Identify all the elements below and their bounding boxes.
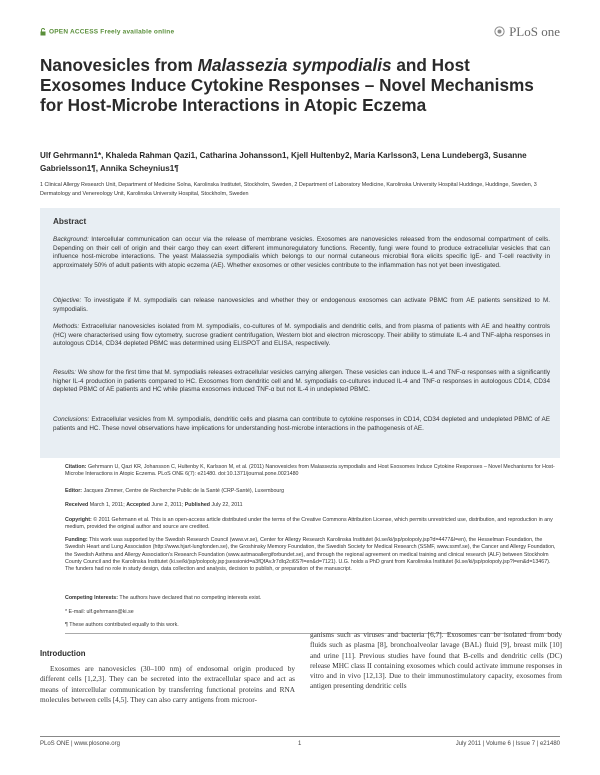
funding: Funding: This work was supported by the Swedish Research Council (www.vr.se), Center for Allergy Research Karolinska Institutet (ki.se/ki/jsp/polopoly.jsp?d=4477&l=en), the Hesselman Foundation, the Swedish Heart and Lung Association (http://www.hjart-lungfonden.se), the Groshinsky Memory Foundation, the Swedish Society for Medical Research (SSMF, www.ssmf.se), the Cancer and Allergy Foundation, the Swedish Asthma and Allergy Association's Research Foundation (www.astmaoallergiforbundet.se), and through the regional agreement on medical training and clinical research (ALF) between Stockholm County Council and the Karolinska Institutet (ki.se/ki/jsp/polopoly.jsp;jsessionid=a3fQfAvJr7dIq2ci6S?l=en&d=7121). U.G. holds a PhD grant from Karolinska Institutet (ki.se/ki/jsp/polopoly.jsp?l=en&d=13467). The funders had no role in study design, data collection and analysis, decision to publish, or preparation of the manuscript.: [65, 537, 556, 573]
body-column-right: ganisms such as viruses and bacteria [6,7]. Exosomes can be isolated from body fluids such as plasma [8], bronchoalveolar lavage (BAL) fluid [9], breast milk [10] and urine [11]. Previous studies have found that B-cells and dendritic cells (DC) release MHC class II containing exosomes which could activate immune responses in vitro and in vivo [12,13]. Due to their immunostimulatory capacity, exosomes from antigen presenting dendritic cells: [310, 630, 562, 691]
abstract-conclusions: Conclusions: Extracellular vesicles from M. sympodialis, dendritic cells and plasma can contribute to cytokine responses in CD14, CD34 depleted and undepleted PBMC of AE patients and HC. These novel observations have implications for understanding host-microbe interactions in the pathogenesis of AE.: [53, 416, 550, 432]
equal-contribution: ¶ These authors contributed equally to this work.: [65, 622, 179, 628]
open-access-label: OPEN ACCESS Freely available online: [40, 28, 174, 36]
copyright: Copyright: © 2011 Gehrmann et al. This is an open-access article distributed under the terms of the Creative Commons Attribution License, which permits unrestricted use, distribution, and reproduction in any medium, provided the original author and source are credited.: [65, 517, 553, 531]
body-column-left: Exosomes are nanovesicles (30–100 nm) of endosomal origin produced by different cells [1,2,3]. They can be secreted into the extracellular space and act as means of intercellular communication by transferring functional proteins and RNA molecules between cells [4,5]. They can also carry antigens from microor-: [40, 664, 295, 704]
abstract-background: Background: Intercellular communication can occur via the release of membrane vesicles. Exosomes are nanovesicles released from the endosomal compartment of cells. Depending on their cell of origin and their cargo they can exert different immunoregulatory functions. Recently, fungi were found to produce extracellular vesicles that can influence host-microbe interactions. The yeast Malassezia sympodialis which belongs to our normal cutaneous microbial flora elicits specific IgE- and T-cell reactivity in approximately 50% of adult patients with atopic eczema (AE). Whether exosomes or other vesicles contribute to the inflammation has not yet been investigated.: [53, 236, 550, 270]
footer-journal: PLoS ONE | www.plosone.org: [40, 741, 120, 747]
page-header: [40, 24, 560, 42]
abstract-methods: Methods: Extracellular nanovesicles isolated from M. sympodialis, co-cultures of M. sympodialis and dendritic cells, and from plasma of patients with AE and healthy controls (HC) were characterised using flow cytometry, sucrose gradient centrifugation, Western blot and electron microscopy. Their ability to stimulate IL-4 and TNF-alpha responses in autologous CD14, CD34 depleted PBMC was determined using ELISPOT and ELISA, respectively.: [53, 323, 550, 348]
page-footer: [40, 736, 560, 749]
abstract-heading: Abstract: [53, 217, 87, 226]
citation: Citation: Gehrmann U, Qazi KR, Johansson C, Hultenby K, Karlsson M, et al. (2011) Nanovesicles from Malassezia sympodialis and Host Exosomes Induce Cytokine Responses – Novel Mechanisms for Host-Microbe Interactions in Atopic Eczema. PLoS ONE 6(7): e21480. doi:10.1371/journal.pone.0021480: [65, 464, 555, 478]
footer-issue: July 2011 | Volume 6 | Issue 7 | e21480: [455, 741, 560, 747]
competing-interests: Competing Interests: The authors have declared that no competing interests exist.: [65, 595, 262, 601]
dates: Received March 1, 2011; Accepted June 2, 2011; Published July 22, 2011: [65, 502, 243, 508]
abstract-results: Results: We show for the first time that M. sympodialis releases extracellular vesicles carrying allergen. These vesicles can induce IL-4 and TNF-α responses with a significantly higher IL-4 production in patients compared to HC. Exosomes from dendritic cell and M. sympodialis co-cultures induced IL-4 and TNF-α responses in autologous CD14, CD34 depleted PBMC of AE patients and HC while plasma exosomes induced TNF-α but not IL-4 in undepleted PBMC.: [53, 369, 550, 394]
introduction-heading: Introduction: [40, 649, 86, 658]
editor: Editor: Jacques Zimmer, Centre de Recherche Public de la Santé (CRP-Santé), Luxembourg: [65, 488, 285, 494]
author-list: Ulf Gehrmann1*, Khaleda Rahman Qazi1, Catharina Johansson1, Kjell Hultenby2, Maria Karlsson3, Lena Lundeberg3, Susanne Gabrielsson1¶, Annika Scheynius1¶: [40, 151, 527, 173]
plos-logo-icon: [494, 26, 505, 37]
journal-logo: PLoS one: [494, 24, 560, 40]
affiliations: 1 Clinical Allergy Research Unit, Department of Medicine Solna, Karolinska Institutet, Stockholm, Sweden, 2 Department of Laboratory Medicine, Karolinska University Hospital Huddinge, Huddinge, Sweden, 3 Dermatology and Venereology Unit, Karolinska University Hospital, Stockholm, Sweden: [40, 182, 537, 197]
footer-page-number: 1: [298, 741, 302, 747]
article-title: Nanovesicles from Malassezia sympodialis and Host Exosomes Induce Cytokine Responses – Novel Mechanisms for Host-Microbe Interactions in Atopic Eczema: [40, 55, 534, 115]
abstract-objective: Objective: To investigate if M. sympodialis can release nanovesicles and whether they or endogenous exosomes can activate PBMC from AE patients sensitized to M. sympodialis.: [53, 297, 550, 313]
open-access-lock-icon: [40, 28, 46, 36]
corresponding-email: * E-mail: ulf.gehrmann@ki.se: [65, 609, 134, 615]
